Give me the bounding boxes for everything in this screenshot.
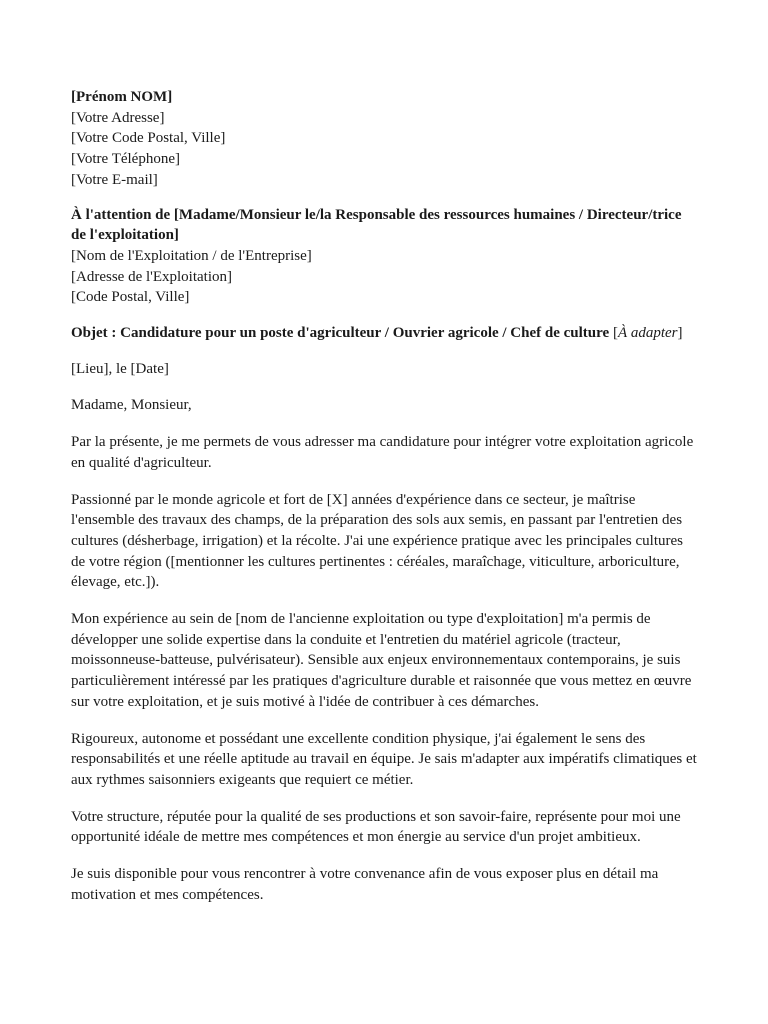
sender-postal-city: [Votre Code Postal, Ville] (71, 130, 226, 147)
recipient-address: [Adresse de l'Exploitation] (71, 268, 232, 285)
sender-name: [Prénom NOM] (71, 89, 173, 105)
body-paragraph-1: Par la présente, je me permets de vous adresser ma candidature pour intégrer votre exploitation agricole en qualité d'agriculteur. (71, 434, 694, 471)
sender-email: [Votre E-mail] (71, 171, 158, 188)
body-paragraph-3: Mon expérience au sein de [nom de l'ancienne exploitation ou type d'exploitation] m'a permis de développer une solide expertise dans la conduite et l'entretien du matériel agricole (tracteur, moissonneuse-batteuse, pulvérisateur). Sensible aux enjeux environnementaux contemporains, je suis particulièrement intéressé par les pratiques d'agriculture durable et raisonnée que vous mettez en œuvre sur votre exploitation, et je suis motivé à l'idée de contribuer à ces démarches. (71, 611, 692, 710)
salutation: Madame, Monsieur, (71, 397, 192, 414)
subject-bracket-open: [ (612, 325, 618, 342)
sender-address: [Votre Adresse] (71, 109, 165, 126)
subject-text: Objet : Candidature pour un poste d'agriculteur / Ouvrier agricole / Chef de culture (71, 325, 610, 342)
body-paragraph-2: Passionné par le monde agricole et fort de [X] années d'expérience dans ce secteur, je maîtrise l'ensemble des travaux des champs, de la préparation des sols aux semis, en passant par l'entretien des cultures (désherbage, irrigation) et la récolte. J'ai une expérience pratique avec les principales cultures de votre région ([mentionner les cultures pertinentes : céréales, maraîchage, viticulture, arboriculture, élevage, etc.]). (71, 491, 684, 591)
recipient-attention: À l'attention de [Madame/Monsieur le/la Responsable des ressources humaines / Directeur/trice de l'exploitation] (71, 206, 682, 244)
place-date: [Lieu], le [Date] (71, 360, 169, 377)
recipient-company: [Nom de l'Exploitation / de l'Entreprise] (71, 247, 312, 264)
body-paragraph-4: Rigoureux, autonome et possédant une excellente condition physique, j'ai également le sens des responsabilités et une réelle aptitude au travail en équipe. Je sais m'adapter aux impératifs climatiques et aux rythmes saisonniers exigeants que requiert ce métier. (71, 730, 697, 788)
recipient-postal-city: [Code Postal, Ville] (71, 289, 190, 306)
subject-bracket-close: ] (677, 325, 683, 342)
body-paragraph-5: Votre structure, réputée pour la qualité de ses productions et son savoir-faire, représente pour moi une opportunité idéale de mettre mes compétences et mon énergie au service d'un projet ambitieux. (71, 808, 681, 846)
sender-phone: [Votre Téléphone] (71, 151, 180, 168)
sender-block (71, 87, 698, 191)
recipient-block (71, 205, 698, 309)
body-paragraph-6: Je suis disponible pour vous rencontrer à votre convenance afin de vous exposer plus en détail ma motivation et mes compétences. (71, 866, 659, 903)
subject-line (71, 323, 698, 344)
subject-note: À adapter (617, 325, 678, 342)
